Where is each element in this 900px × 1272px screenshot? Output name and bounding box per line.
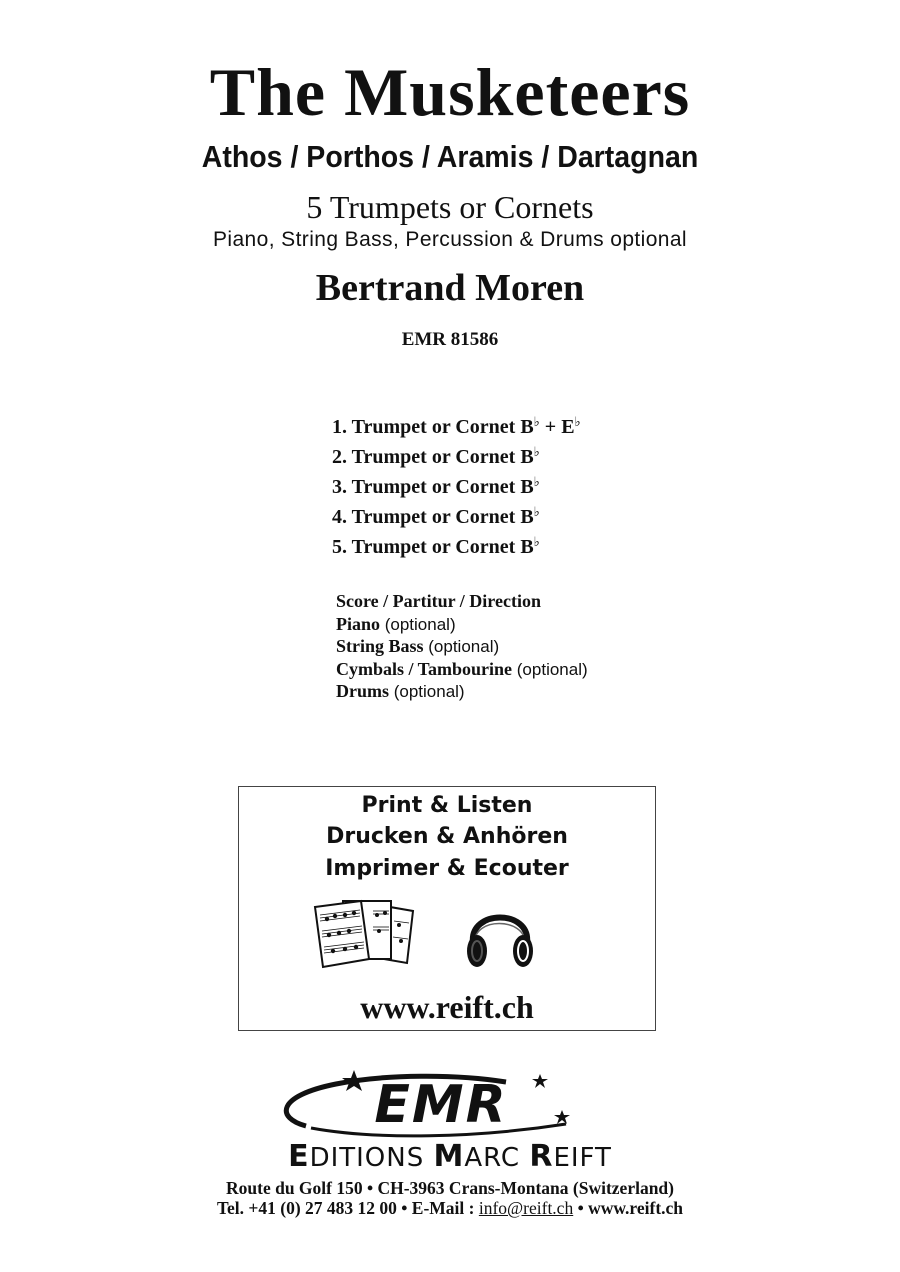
star-icon <box>342 1070 366 1091</box>
website-link[interactable]: www.reift.ch <box>360 989 534 1025</box>
extra-item: String Bass (optional) <box>336 636 500 657</box>
star-icon <box>554 1110 570 1124</box>
extra-item: Drums (optional) <box>336 681 465 702</box>
scoring: 5 Trumpets or Cornets <box>306 189 594 225</box>
publisher-name: EDITIONS MARC REIFT <box>288 1139 612 1174</box>
promo-line-english: Print & Listen <box>361 793 533 818</box>
logo-text: EMR <box>374 1075 508 1135</box>
star-icon <box>532 1074 548 1088</box>
promo-line-german: Drucken & Anhören <box>326 824 568 849</box>
emr-logo <box>236 1068 656 1142</box>
page-title: The Musketeers <box>209 54 691 130</box>
publisher-contact: Tel. +41 (0) 27 483 12 00 • E-Mail : info@reift.ch • www.reift.ch <box>216 1198 684 1218</box>
headphones-icon <box>465 899 535 973</box>
sheet-music-icon <box>311 897 423 971</box>
extras-list <box>336 590 588 703</box>
part-item: 1. Trumpet or Cornet B♭ + E♭ <box>332 414 581 438</box>
publisher-address: Route du Golf 150 • CH-3963 Crans-Montana (Switzerland) <box>226 1178 674 1198</box>
parts-list <box>332 412 581 562</box>
part-item: 2. Trumpet or Cornet B♭ <box>332 444 540 468</box>
subtitle: Athos / Porthos / Aramis / Dartagnan <box>201 139 699 174</box>
extra-item: Piano (optional) <box>336 613 456 634</box>
composer: Bertrand Moren <box>315 267 585 309</box>
extra-item: Cymbals / Tambourine (optional) <box>336 658 588 679</box>
email-link[interactable]: info@reift.ch <box>478 1198 574 1218</box>
extra-item: Score / Partitur / Direction <box>336 591 541 611</box>
catalog-number: EMR 81586 <box>401 329 499 350</box>
promo-line-french: Imprimer & Ecouter <box>325 856 569 881</box>
print-listen-box[interactable] <box>238 786 656 1031</box>
part-item: 4. Trumpet or Cornet B♭ <box>332 504 540 528</box>
part-item: 3. Trumpet or Cornet B♭ <box>332 474 540 498</box>
optional-instruments: Piano, String Bass, Percussion & Drums optional <box>212 228 687 251</box>
part-item: 5. Trumpet or Cornet B♭ <box>332 534 540 558</box>
